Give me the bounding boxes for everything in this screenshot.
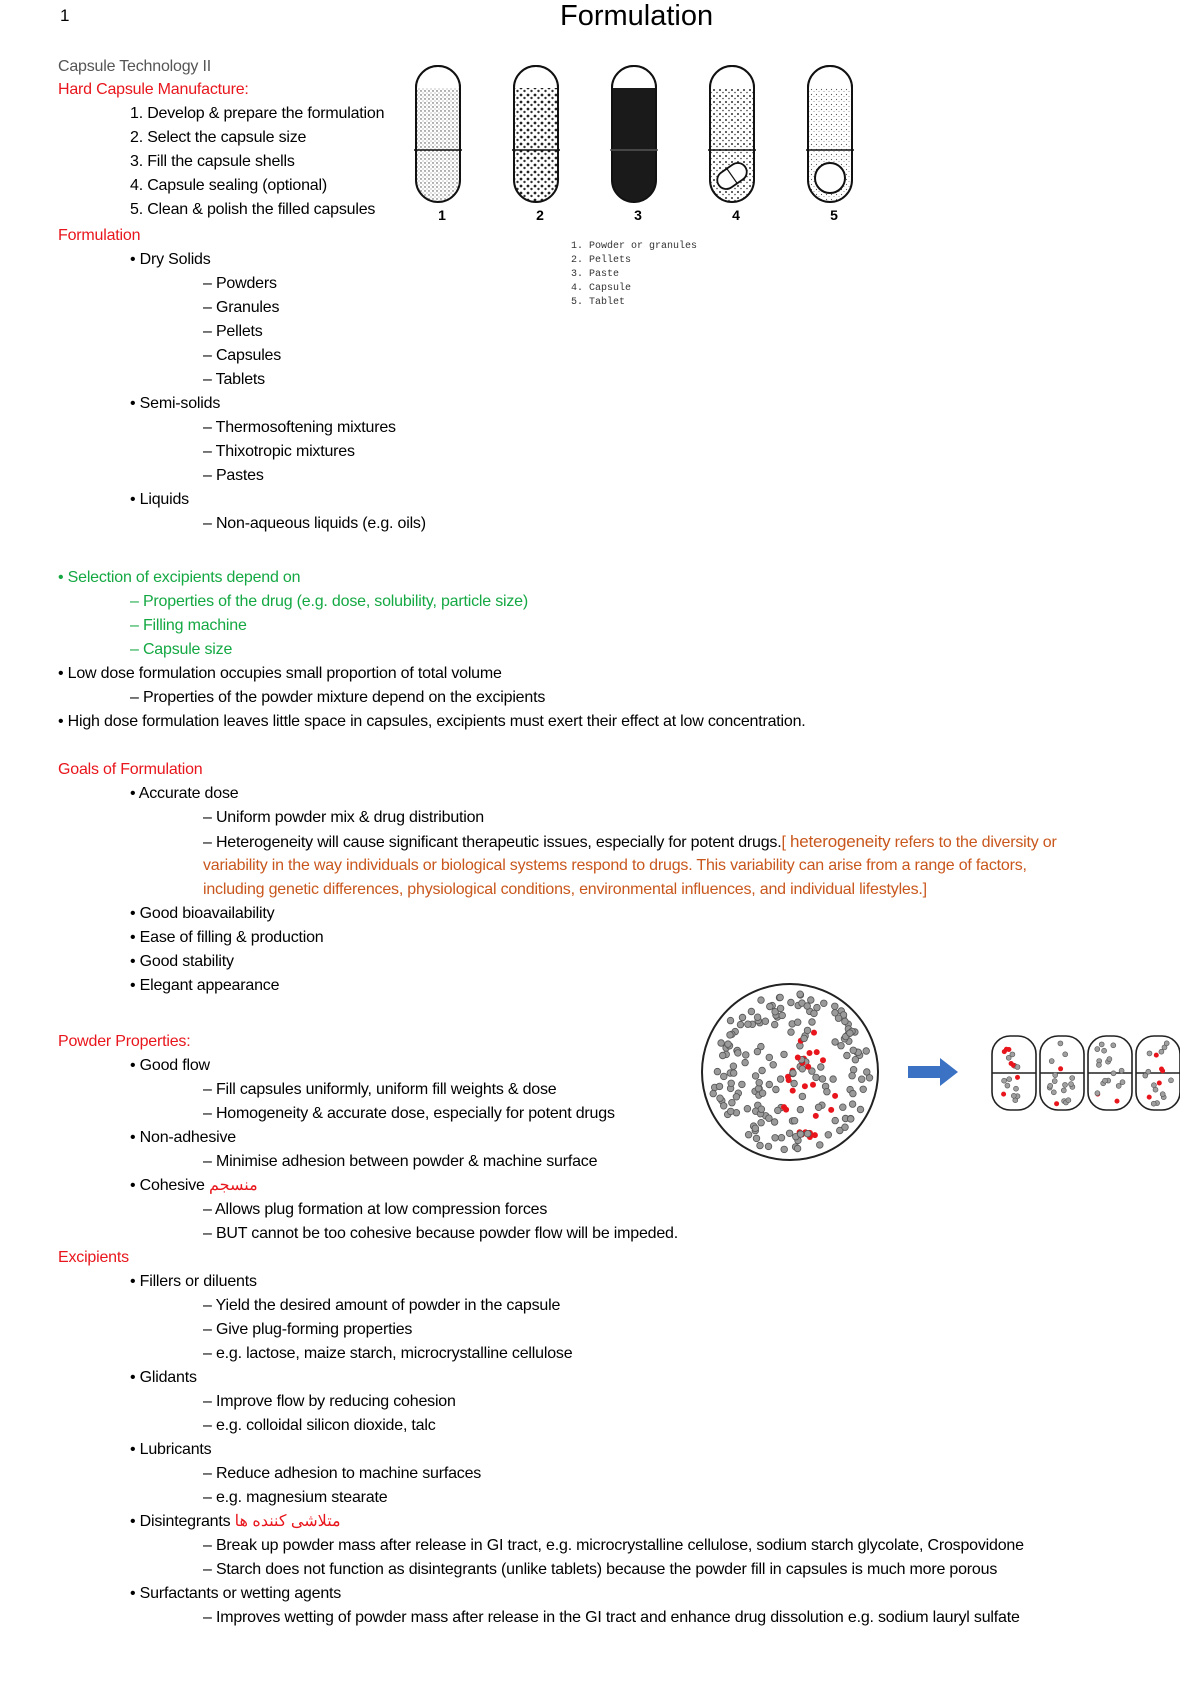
- excipient-particle: [775, 1107, 782, 1114]
- drug-particle: [1006, 1047, 1011, 1052]
- drug-particle: [820, 1057, 826, 1063]
- excipient-particle: [852, 1056, 859, 1063]
- excipient-particle: [1169, 1078, 1174, 1083]
- mini-capsule: [1040, 1036, 1084, 1110]
- excipient-particle: [832, 1010, 839, 1017]
- capsule-tablet: [806, 66, 854, 202]
- excipient-particle: [857, 1106, 864, 1113]
- excipient-particle: [808, 997, 815, 1004]
- excipient-particle: [791, 1117, 798, 1124]
- excipient-particle: [725, 1041, 732, 1048]
- bullet-item: • Low dose formulation occupies small proportion of total volume: [58, 665, 502, 682]
- excipient-particle: [1111, 1071, 1116, 1076]
- excipient-particle: [1061, 1088, 1066, 1093]
- excipient-particle: [813, 1074, 820, 1081]
- bullet-item: • Ease of filling & production: [130, 929, 324, 946]
- excipient-particle: [759, 1067, 766, 1074]
- sub-item: – Properties of the drug (e.g. dose, solubility, particle size): [130, 593, 528, 610]
- excipient-particle: [849, 1101, 856, 1108]
- excipient-particle: [777, 1076, 784, 1083]
- step-item: 3. Fill the capsule shells: [130, 153, 295, 170]
- excipient-particle: [753, 1135, 760, 1142]
- drug-particle: [781, 1104, 787, 1110]
- excipient-particle: [1048, 1083, 1053, 1088]
- drug-particle: [795, 1055, 801, 1061]
- excipient-particle: [773, 1086, 780, 1093]
- excipient-particle: [850, 1090, 857, 1097]
- sub-item: – Homogeneity & accurate dose, especially for potent drugs: [203, 1105, 615, 1122]
- persian-note: متلاشی کننده ها: [234, 1513, 341, 1530]
- excipient-particle: [765, 1143, 772, 1150]
- sub-item: – Minimise adhesion between powder & machine surface: [203, 1153, 598, 1170]
- excipient-particle: [847, 1116, 854, 1123]
- excipient-particle: [1015, 1065, 1020, 1070]
- drug-particle: [813, 1113, 819, 1119]
- excipient-particle: [817, 1142, 824, 1149]
- excipient-particle: [727, 1108, 734, 1115]
- excipient-particle: [1069, 1082, 1074, 1087]
- capsule-number: 3: [634, 207, 642, 223]
- excipient-particle: [830, 1076, 837, 1083]
- capsule-number: 2: [536, 207, 544, 223]
- page-title: Formulation: [560, 0, 714, 32]
- excipient-particle: [1049, 1059, 1054, 1064]
- legend-item: 5. Tablet: [571, 297, 626, 308]
- bullet-item: • Lubricants: [130, 1441, 212, 1458]
- excipient-particle: [1120, 1080, 1125, 1085]
- excipient-particle: [777, 994, 784, 1001]
- sub-item: – Thixotropic mixtures: [203, 443, 355, 460]
- excipient-particle: [804, 1130, 811, 1137]
- drug-particle: [1157, 1081, 1162, 1086]
- excipient-particle: [815, 1104, 822, 1111]
- excipient-particle: [743, 1052, 750, 1059]
- sub-item: – Granules: [203, 299, 280, 316]
- sub-item: – Starch does not function as disintegrants (unlike tablets) because the powder fill in capsules is much more porous: [203, 1561, 998, 1578]
- excipient-particle: [754, 1014, 761, 1021]
- step-item: 1. Develop & prepare the formulation: [130, 105, 385, 122]
- excipient-particle: [735, 1050, 742, 1057]
- note-text: variability in the way individuals or biological systems respond to drugs. This variability can arise from a range of factors,: [203, 857, 1027, 874]
- sub-item: – BUT cannot be too cohesive because powder flow will be impeded.: [203, 1225, 678, 1242]
- bullet-item: • Good stability: [130, 953, 234, 970]
- excipient-particle: [745, 1131, 752, 1138]
- legend-item: 1. Powder or granules: [571, 241, 698, 252]
- excipient-particle: [729, 1099, 736, 1106]
- step-item: 5. Clean & polish the filled capsules: [130, 201, 376, 218]
- subtitle: Capsule Technology II: [58, 58, 211, 75]
- goals-heading: Goals of Formulation: [58, 761, 203, 778]
- drug-particle: [1001, 1092, 1006, 1097]
- excipient-particle: [832, 1039, 839, 1046]
- sub-item: – e.g. magnesium stearate: [203, 1489, 388, 1506]
- excipient-particle: [739, 1014, 746, 1021]
- drug-particle: [1002, 1049, 1007, 1054]
- sub-item: – Powders: [203, 275, 277, 292]
- excipient-particle: [1063, 1052, 1068, 1057]
- excipients-heading: Excipients: [58, 1249, 129, 1266]
- sub-item: – e.g. lactose, maize starch, microcrystalline cellulose: [203, 1345, 573, 1362]
- capsule-number: 1: [438, 207, 446, 223]
- excipient-particle: [730, 1070, 737, 1077]
- excipient-particle: [730, 1063, 737, 1070]
- capsule-powder: [414, 66, 462, 202]
- bullet-item: • Surfactants or wetting agents: [130, 1585, 342, 1602]
- note-text: refers to the diversity or: [890, 834, 1057, 851]
- excipient-particle: [766, 1054, 773, 1061]
- excipient-particle: [719, 1052, 726, 1059]
- sub-item: – Thermosoftening mixtures: [203, 419, 396, 436]
- page-number: 1: [60, 6, 70, 25]
- excipient-particle: [752, 1073, 759, 1080]
- bullet-item: • Fillers or diluents: [130, 1273, 257, 1290]
- bullet-item: • Glidants: [130, 1369, 197, 1386]
- excipient-particle: [1070, 1076, 1075, 1081]
- excipient-particle: [1099, 1042, 1104, 1047]
- sub-item: – Non-aqueous liquids (e.g. oils): [203, 515, 426, 532]
- drug-particle: [1147, 1095, 1152, 1100]
- excipient-particle: [1102, 1048, 1107, 1053]
- legend-item: 3. Paste: [571, 269, 620, 280]
- sub-item: – Reduce adhesion to machine surfaces: [203, 1465, 482, 1482]
- hard-capsule-heading: Hard Capsule Manufacture:: [58, 81, 249, 98]
- excipient-particle: [790, 1070, 797, 1077]
- drug-particle: [1054, 1101, 1059, 1106]
- sub-item: – Capsule size: [130, 641, 233, 658]
- capsule-number: 5: [830, 207, 838, 223]
- drug-particle: [811, 1030, 817, 1036]
- sub-item: – Pastes: [203, 467, 264, 484]
- drug-particle: [802, 1083, 808, 1089]
- drug-particle: [1015, 1075, 1020, 1080]
- excipient-particle: [1116, 1083, 1121, 1088]
- sub-item: – Uniform powder mix & drug distribution: [203, 809, 485, 826]
- note-bracket: [: [781, 834, 790, 851]
- excipient-particle: [752, 1125, 759, 1132]
- bullet-item: • Dry Solids: [130, 251, 211, 268]
- excipient-particle: [745, 1021, 752, 1028]
- excipient-particle: [1005, 1083, 1010, 1088]
- excipient-particle: [860, 1086, 867, 1093]
- excipient-particle: [714, 1068, 721, 1075]
- capsule-fill-types-figure: [400, 58, 870, 228]
- excipient-particle: [1002, 1078, 1007, 1083]
- excipient-particle: [1053, 1073, 1058, 1078]
- sub-item: – Heterogeneity will cause significant therapeutic issues, especially for potent drugs.: [203, 834, 782, 851]
- excipient-particle: [742, 1059, 749, 1066]
- excipient-particle: [850, 1047, 857, 1054]
- bullet-item: • Elegant appearance: [130, 977, 280, 994]
- excipient-particle: [1095, 1091, 1100, 1096]
- excipient-particle: [1010, 1052, 1015, 1057]
- excipient-particle: [832, 1117, 839, 1124]
- formulation-heading: Formulation: [58, 227, 141, 244]
- bullet-item: • High dose formulation leaves little space in capsules, excipients must exert their effect at low concentration.: [58, 713, 806, 730]
- sub-item: – Filling machine: [130, 617, 247, 634]
- filled-capsules: [992, 1036, 1180, 1110]
- drug-particle: [1058, 1066, 1063, 1071]
- drug-particle: [790, 1088, 796, 1094]
- drug-particle: [1115, 1099, 1120, 1104]
- sub-item: – Give plug-forming properties: [203, 1321, 413, 1338]
- bullet-item: • Good bioavailability: [130, 905, 275, 922]
- excipient-particle: [748, 1008, 755, 1015]
- excipient-particle: [788, 999, 795, 1006]
- excipient-particle: [825, 1132, 832, 1139]
- excipient-particle: [777, 1005, 784, 1012]
- sub-item: – Capsules: [203, 347, 282, 364]
- excipient-particle: [771, 1021, 778, 1028]
- excipient-particle: [842, 1124, 849, 1131]
- mini-capsule: [992, 1036, 1036, 1110]
- excipient-particle: [1111, 1043, 1116, 1048]
- excipient-particle: [824, 1088, 831, 1095]
- excipient-particle: [727, 1032, 734, 1039]
- excipient-particle: [771, 1119, 778, 1126]
- excipient-particle: [718, 1040, 725, 1047]
- sub-item: – Fill capsules uniformly, uniform fill weights & dose: [203, 1081, 557, 1098]
- drug-particle: [807, 1050, 813, 1056]
- excipient-particle: [844, 1052, 851, 1059]
- excipient-particle: [727, 1017, 734, 1024]
- excipient-particle: [1119, 1068, 1124, 1073]
- capsule-number: 4: [732, 207, 740, 223]
- excipient-particle: [717, 1095, 724, 1102]
- excipient-particle: [811, 1010, 818, 1017]
- excipient-particle: [744, 1105, 751, 1112]
- drug-particle: [832, 1093, 838, 1099]
- step-item: 2. Select the capsule size: [130, 129, 307, 146]
- excipient-particle: [797, 1131, 804, 1138]
- excipient-particle: [721, 1073, 728, 1080]
- excipient-particle: [759, 1090, 766, 1097]
- excipient-particle: [781, 1051, 788, 1058]
- excipient-particle: [1066, 1098, 1071, 1103]
- excipient-selection-heading: • Selection of excipients depend on: [58, 569, 301, 586]
- excipient-particle: [819, 1076, 826, 1083]
- excipient-particle: [766, 1081, 773, 1088]
- excipient-particle: [770, 1062, 777, 1069]
- legend-item: 4. Capsule: [571, 283, 632, 294]
- excipient-particle: [809, 1019, 816, 1026]
- note-text: including genetic differences, physiological conditions, environmental influences, and individual lifestyles.]: [203, 881, 927, 898]
- capsule-pellets: [512, 66, 560, 202]
- excipient-particle: [818, 1064, 825, 1071]
- bullet-item: • Disintegrants: [130, 1513, 235, 1530]
- excipient-particle: [791, 1080, 798, 1087]
- sub-item: – Improves wetting of powder mass after release in the GI tract and enhance drug dissolution e.g. sodium lauryl sulfate: [203, 1609, 1020, 1626]
- excipient-particle: [866, 1075, 873, 1082]
- excipient-particle: [786, 1130, 793, 1137]
- excipient-particle: [1143, 1073, 1148, 1078]
- drug-particle: [805, 1064, 811, 1070]
- excipient-particle: [850, 1066, 857, 1073]
- excipient-particle: [733, 1094, 740, 1101]
- capsule-paste: [610, 66, 658, 202]
- bullet-item: • Liquids: [130, 491, 189, 508]
- heterogeneity-line: [203, 830, 1057, 855]
- sub-item: – Allows plug formation at low compression forces: [203, 1201, 548, 1218]
- drug-particle: [812, 1132, 818, 1138]
- excipient-particle: [799, 1066, 806, 1073]
- excipient-particle: [758, 997, 765, 1004]
- excipient-particle: [710, 1090, 717, 1097]
- excipient-particle: [1011, 1093, 1016, 1098]
- excipient-particle: [832, 1003, 839, 1010]
- note-term: heterogeneity: [789, 832, 891, 851]
- excipient-particle: [728, 1080, 735, 1087]
- arrow-right-icon: [908, 1058, 958, 1086]
- sub-item: – Tablets: [203, 371, 265, 388]
- excipient-particle: [842, 1018, 849, 1025]
- excipient-particle: [779, 1012, 786, 1019]
- sub-item: – Improve flow by reducing cohesion: [203, 1393, 456, 1410]
- sub-item: – Break up powder mass after release in GI tract, e.g. microcrystalline cellulose, sodium starch glycolate, Crospovidone: [203, 1537, 1024, 1554]
- excipient-particle: [797, 1106, 804, 1113]
- excipient-particle: [1159, 1049, 1164, 1054]
- excipient-particle: [756, 1079, 763, 1086]
- excipient-particle: [758, 1119, 765, 1126]
- step-item: 4. Capsule sealing (optional): [130, 177, 327, 194]
- excipient-particle: [863, 1048, 870, 1055]
- excipient-particle: [1096, 1062, 1101, 1067]
- capsule-capsule: [708, 66, 756, 202]
- excipient-particle: [1147, 1051, 1152, 1056]
- persian-note: منسجم: [209, 1177, 258, 1194]
- excipient-particle: [737, 1021, 744, 1028]
- excipient-particle: [1014, 1086, 1019, 1091]
- sub-item: – Pellets: [203, 323, 263, 340]
- drug-particle: [828, 1107, 834, 1113]
- drug-particle: [810, 1082, 816, 1088]
- excipient-particle: [794, 1145, 801, 1152]
- disintegrants-line: [130, 1510, 341, 1534]
- excipient-particle: [754, 1048, 761, 1055]
- excipient-particle: [794, 1019, 801, 1026]
- excipient-particle: [1007, 1077, 1012, 1082]
- mini-capsule: [1136, 1036, 1180, 1110]
- excipient-particle: [1095, 1047, 1100, 1052]
- excipient-particle: [1151, 1101, 1156, 1106]
- excipient-particle: [838, 1042, 845, 1049]
- excipient-particle: [797, 991, 804, 998]
- legend-item: 2. Pellets: [571, 255, 632, 266]
- capsule-figure-legend: [571, 240, 697, 310]
- excipient-particle: [720, 1103, 727, 1110]
- excipient-particle: [788, 1029, 795, 1036]
- bullet-item: • Good flow: [130, 1057, 210, 1074]
- excipient-particle: [758, 1106, 765, 1113]
- excipient-particle: [849, 1072, 856, 1079]
- excipient-particle: [1164, 1041, 1169, 1046]
- powder-homogeneity-figure: [700, 980, 1180, 1170]
- excipient-particle: [767, 1003, 774, 1010]
- excipient-particle: [821, 1000, 828, 1007]
- excipient-particle: [804, 1003, 811, 1010]
- excipient-particle: [1051, 1090, 1056, 1095]
- excipient-particle: [778, 1134, 785, 1141]
- excipient-particle: [1103, 1078, 1108, 1083]
- excipient-particle: [772, 1135, 779, 1142]
- excipient-particle: [847, 1030, 854, 1037]
- excipient-particle: [1063, 1082, 1068, 1087]
- excipient-particle: [739, 1081, 746, 1088]
- sub-item: – Properties of the powder mixture depend on the excipients: [130, 689, 546, 706]
- excipient-particle: [1151, 1083, 1156, 1088]
- sub-item: – Yield the desired amount of powder in the capsule: [203, 1297, 561, 1314]
- excipient-particle: [799, 1093, 806, 1100]
- excipient-particle: [762, 1018, 769, 1025]
- bullet-item: • Non-adhesive: [130, 1129, 236, 1146]
- bullet-item: • Semi-solids: [130, 395, 221, 412]
- sub-item: – e.g. colloidal silicon dioxide, talc: [203, 1417, 436, 1434]
- excipient-particle: [1058, 1041, 1063, 1046]
- excipient-particle: [840, 1104, 847, 1111]
- mini-capsule: [1088, 1036, 1132, 1110]
- excipient-particle: [804, 1027, 811, 1034]
- excipient-particle: [716, 1083, 723, 1090]
- drug-particle: [1160, 1068, 1165, 1073]
- bullet-item: • Accurate dose: [130, 785, 239, 802]
- excipient-particle: [757, 1142, 764, 1149]
- bullet-item: • Cohesive: [130, 1177, 209, 1194]
- excipient-particle: [1160, 1092, 1165, 1097]
- cohesive-line: [130, 1174, 258, 1198]
- excipient-particle: [766, 1115, 773, 1122]
- drug-particle: [1154, 1053, 1159, 1058]
- excipient-particle: [1107, 1057, 1112, 1062]
- excipient-particle: [858, 1076, 865, 1083]
- excipient-particle: [781, 1146, 788, 1153]
- powder-heading: Powder Properties:: [58, 1033, 191, 1050]
- excipient-particle: [1052, 1079, 1057, 1084]
- excipient-particle: [801, 1035, 808, 1042]
- drug-particle: [814, 1049, 820, 1055]
